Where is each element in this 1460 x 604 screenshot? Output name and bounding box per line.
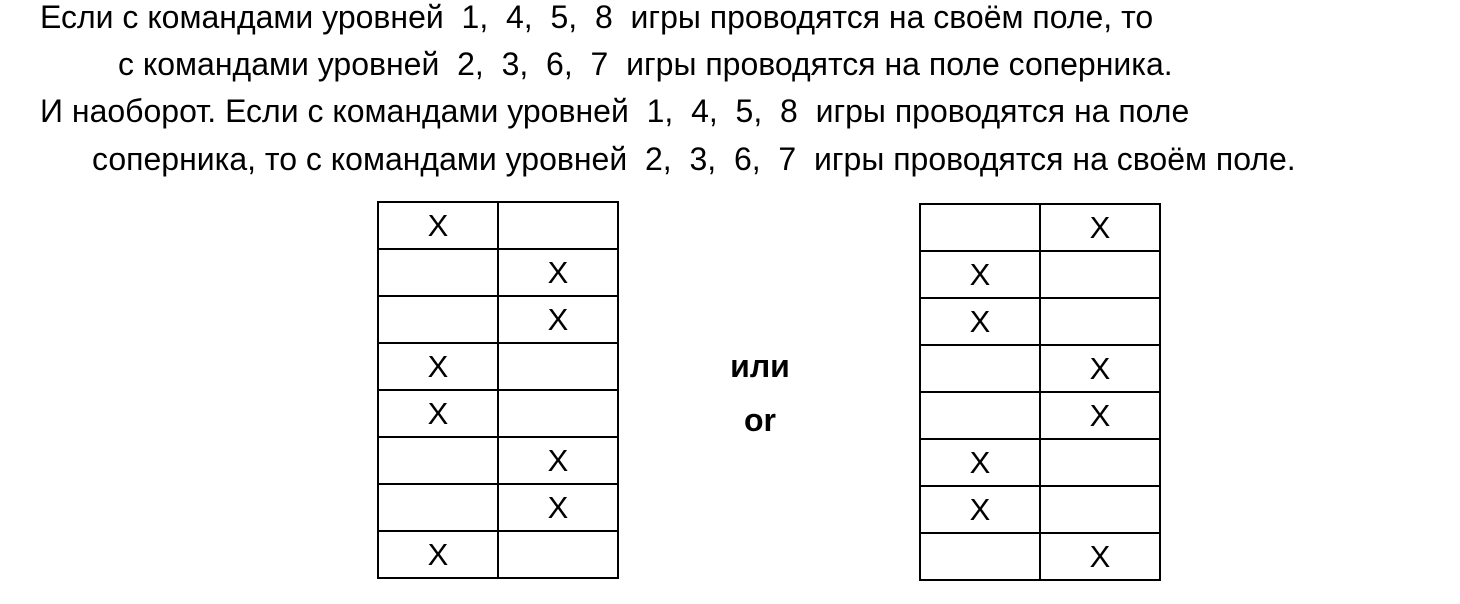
- table-row: [378, 484, 618, 531]
- table-cell: X: [920, 251, 1040, 298]
- table-row: [920, 298, 1160, 345]
- table-row: [378, 390, 618, 437]
- table-cell: [498, 531, 618, 578]
- table-cell: X: [498, 296, 618, 343]
- table-cell: [498, 390, 618, 437]
- table-cell: X: [378, 343, 498, 390]
- table-row: [920, 533, 1160, 580]
- table-cell: [498, 343, 618, 390]
- text-line-2: с командами уровней 2, 3, 6, 7 игры проводятся на поле соперника.: [118, 46, 1173, 82]
- table-cell: X: [1040, 345, 1160, 392]
- table-cell: [920, 204, 1040, 251]
- table-cell: X: [378, 390, 498, 437]
- table-cell: [378, 484, 498, 531]
- separator-en: or: [744, 402, 776, 438]
- table-row: [378, 202, 618, 249]
- table-cell: X: [378, 531, 498, 578]
- table-cell: X: [378, 202, 498, 249]
- table-row: [378, 343, 618, 390]
- table-row: [920, 392, 1160, 439]
- table-cell: X: [498, 249, 618, 296]
- text-line-4: соперника, то с командами уровней 2, 3, 6, 7 игры проводятся на своём поле.: [92, 141, 1296, 177]
- table-cell: [1040, 251, 1160, 298]
- table-cell: X: [1040, 392, 1160, 439]
- table-cell: [920, 533, 1040, 580]
- table-cell: X: [498, 484, 618, 531]
- separator-ru: или: [730, 348, 790, 384]
- table-cell: X: [1040, 533, 1160, 580]
- table-cell: [498, 202, 618, 249]
- table-cell: X: [920, 298, 1040, 345]
- table-cell: [378, 296, 498, 343]
- table-cell: [1040, 439, 1160, 486]
- table-cell: [1040, 486, 1160, 533]
- table-cell: [920, 345, 1040, 392]
- right-schedule-table: [919, 203, 1161, 581]
- text-line-1: Если с командами уровней 1, 4, 5, 8 игры проводятся на своём поле, то: [40, 0, 1154, 35]
- text-line-3: И наоборот. Если с командами уровней 1, 4, 5, 8 игры проводятся на поле: [40, 93, 1190, 129]
- table-row: [378, 296, 618, 343]
- left-schedule-table: [377, 201, 619, 579]
- table-row: [378, 249, 618, 296]
- table-row: [378, 531, 618, 578]
- table-cell: [378, 249, 498, 296]
- table-row: [920, 251, 1160, 298]
- table-cell: X: [920, 439, 1040, 486]
- table-cell: X: [1040, 204, 1160, 251]
- table-row: [920, 345, 1160, 392]
- table-row: [920, 204, 1160, 251]
- table-row: [378, 437, 618, 484]
- table-cell: [378, 437, 498, 484]
- table-cell: X: [920, 486, 1040, 533]
- table-row: [920, 486, 1160, 533]
- table-cell: [1040, 298, 1160, 345]
- table-cell: X: [498, 437, 618, 484]
- table-cell: [920, 392, 1040, 439]
- table-row: [920, 439, 1160, 486]
